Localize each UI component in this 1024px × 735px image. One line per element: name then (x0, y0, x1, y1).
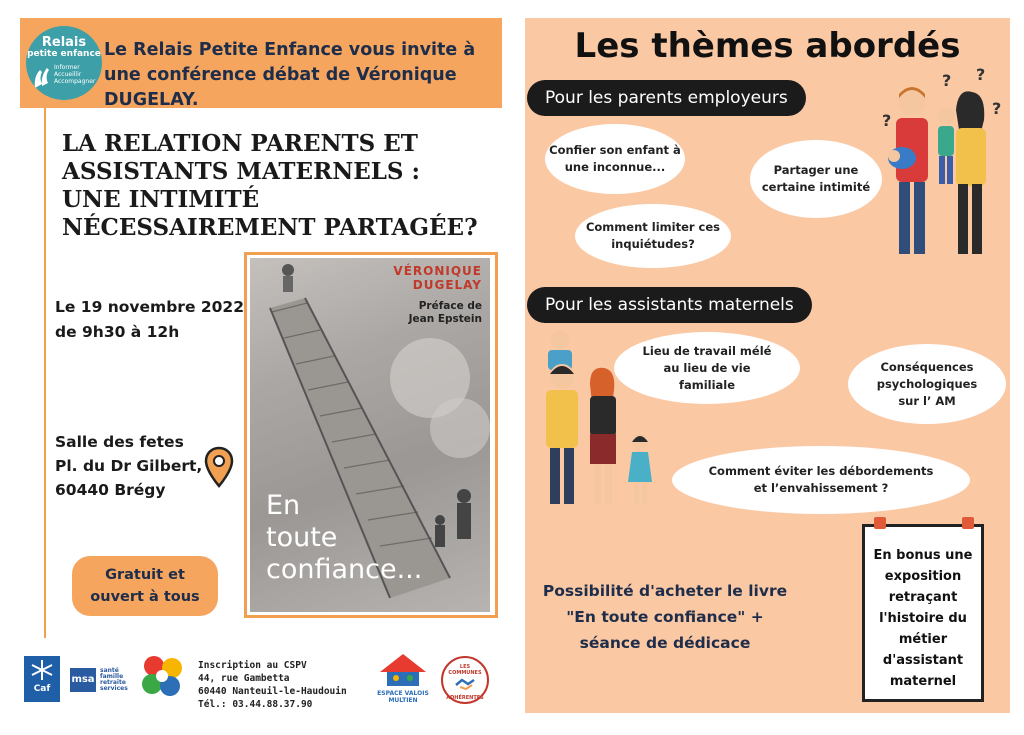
bonus-line-3: retraçant (888, 590, 958, 605)
espace-line-1: ESPACE VALOIS (377, 690, 429, 697)
inscription-line-1: Inscription au CSPV (198, 660, 307, 671)
msa-services (100, 668, 128, 692)
handshake-icon (454, 677, 476, 691)
theme-bubble-inquietudes (575, 204, 731, 268)
theme-bubble-debordements (672, 446, 970, 514)
b2-line-2: certaine intimité (761, 180, 871, 194)
book-title-line-2: toute (266, 522, 338, 553)
b4-line-1: Lieu de travail mélé (642, 343, 772, 358)
logo-name-1: Relais (41, 35, 87, 50)
inscription-info (198, 659, 347, 711)
bonus-line-4: l'histoire du (879, 611, 967, 626)
themes-title: Les thèmes abordés (574, 26, 961, 66)
book-title-line-3: confiance... (266, 554, 423, 585)
free-entry-badge (72, 556, 218, 616)
bonus-line-5: métier (898, 632, 948, 647)
bonus-exhibition-text (866, 545, 980, 692)
preface-line-1: Préface de (418, 300, 482, 312)
caf-snowflake-icon (30, 659, 54, 681)
bonus-line-6: d'assistant (882, 653, 964, 668)
bonus-line-7: maternel (889, 674, 957, 689)
preface-line-2: Jean Epstein (408, 313, 482, 325)
vertical-divider (44, 108, 46, 638)
date-line-2: de 9h30 à 12h (55, 323, 180, 341)
espace-line-2: MULTIEN (388, 697, 418, 704)
msa-line-2: famille (100, 673, 124, 680)
book-title-line-1: En (266, 490, 301, 521)
invite-text: Le Relais Petite Enfance vous invite à une conférence débat de Véronique DUGELAY. (104, 40, 476, 110)
inscription-line-4: Tél.: 03.44.88.37.90 (198, 699, 313, 710)
caf-label: Caf (33, 684, 51, 694)
location-pin-icon (204, 446, 234, 488)
b6-line-1: Comment éviter les débordements (708, 464, 934, 478)
buy-line-2: "En toute confiance" + (566, 608, 764, 626)
free-line-2: ouvert à tous (90, 589, 200, 605)
espace-valois-house-icon (378, 652, 428, 688)
tagline-3: Accompagner (54, 78, 96, 85)
question-mark-icon: ? (942, 71, 952, 90)
section-assistants-label: Pour les assistants maternels (527, 287, 812, 323)
hands-icon (32, 64, 54, 90)
free-line-1: Gratuit et (105, 567, 185, 583)
msa-line-1: santé (100, 667, 119, 674)
cspv-flower-logo (138, 652, 186, 702)
date-line-1: Le 19 novembre 2022 (55, 298, 244, 316)
caf-logo (24, 656, 60, 702)
b2-line-1: Partager une (773, 163, 859, 177)
place-line-3: 60440 Brégy (55, 481, 166, 499)
espace-valois-label (372, 690, 434, 704)
b6-line-2: et l’envahissement ? (753, 481, 889, 495)
b4-line-3: familiale (678, 377, 736, 392)
place-line-1: Salle des fetes (55, 433, 184, 451)
inscription-line-2: 44, rue Gambetta (198, 673, 290, 684)
communes-line-1: LES COMMUNES (448, 664, 482, 676)
clip-icon (962, 517, 974, 529)
theme-bubble-consequences (848, 344, 1006, 424)
msa-logo: msa (70, 668, 96, 692)
communes-adherentes-logo (441, 656, 489, 704)
book-preface (409, 300, 482, 326)
bonus-line-2: exposition (884, 569, 962, 584)
book-title (266, 490, 422, 586)
inscription-line-3: 60440 Nanteuil-le-Haudouin (198, 686, 347, 697)
section-parents-label: Pour les parents employeurs (527, 80, 806, 116)
theme-bubble-confier (545, 124, 685, 194)
question-mark-icon: ? (882, 111, 892, 130)
theme-bubble-partager (750, 140, 882, 218)
tagline-2: Accueillir (54, 71, 82, 78)
title-line-2: ASSISTANTS MATERNELS : (62, 158, 421, 185)
event-date (55, 295, 245, 345)
b3-line-1: Comment limiter ces (585, 220, 721, 234)
parents-family-illustration (880, 66, 1010, 264)
b1-line-1: Confier son enfant à (549, 143, 681, 157)
b4-line-2: au lieu de vie (663, 360, 751, 375)
logo-tagline (54, 64, 95, 85)
bonus-line-1: En bonus une (873, 548, 973, 563)
place-line-2: Pl. du Dr Gilbert, (55, 457, 203, 475)
buy-line-1: Possibilité d'acheter le livre (542, 582, 788, 600)
communes-line-2: ADHÉRENTES (446, 695, 484, 701)
title-line-3: UNE INTIMITÉ (62, 186, 260, 213)
b5-line-3: sur l’ AM (898, 393, 956, 408)
question-mark-icon: ? (976, 66, 986, 84)
assistants-family-illustration (538, 330, 668, 510)
logo-name-2: petite enfance (27, 49, 101, 59)
clip-icon (874, 517, 886, 529)
title-line-1: LA RELATION PARENTS ET (62, 130, 418, 157)
author-line-2: DUGELAY (412, 278, 482, 292)
title-line-4: NÉCESSAIREMENT PARTAGÉE? (62, 214, 478, 241)
question-mark-icon: ? (992, 99, 1002, 118)
msa-line-4: services (100, 685, 128, 692)
buy-line-3: séance de dédicace (579, 634, 751, 652)
b5-line-2: psychologiques (876, 376, 978, 391)
b5-line-1: Conséquences (880, 359, 974, 374)
tagline-1: Informer (54, 64, 80, 71)
b1-line-2: une inconnue... (564, 160, 666, 174)
book-author (393, 264, 482, 292)
b3-line-2: inquiétudes? (611, 237, 695, 251)
author-line-1: VÉRONIQUE (393, 264, 482, 278)
relais-logo (26, 26, 102, 100)
msa-line-3: retraite (100, 679, 126, 686)
conference-title (62, 130, 482, 242)
book-cover (250, 258, 490, 612)
buy-book-text (530, 578, 800, 656)
event-place (55, 430, 215, 502)
